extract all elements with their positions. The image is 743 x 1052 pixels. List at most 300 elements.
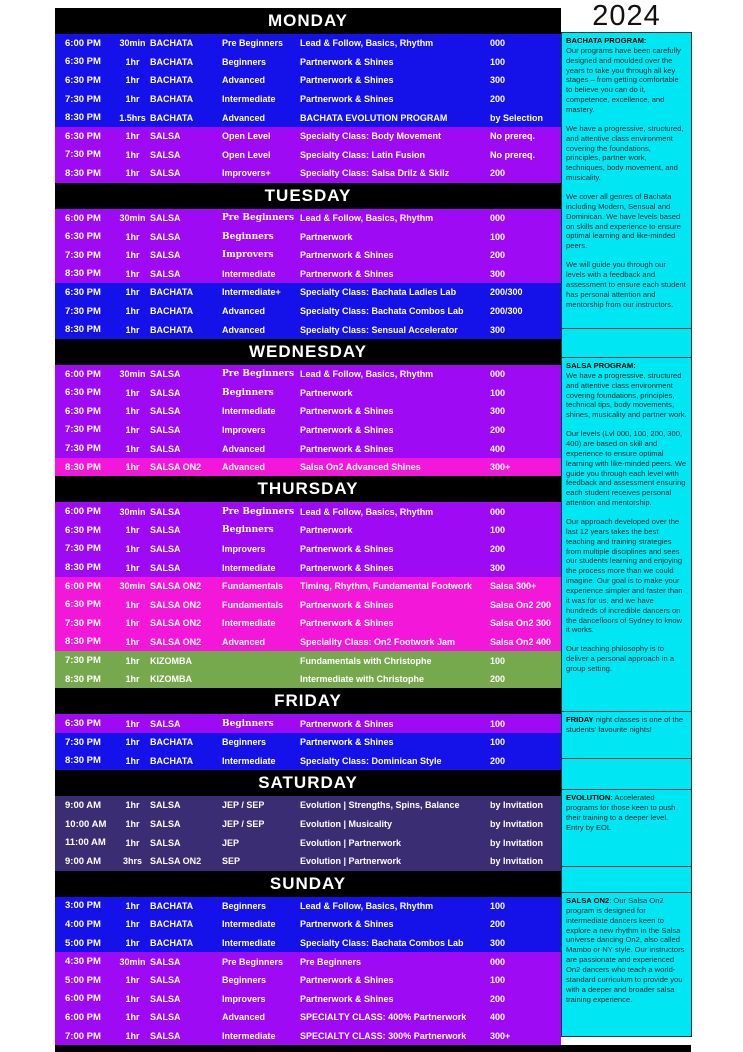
- panel-text: night classes is one of the students' favourite nights!: [566, 715, 684, 734]
- class-description: BACHATA EVOLUTION PROGRAM: [300, 112, 448, 123]
- class-time: 8:30 PM: [65, 755, 101, 767]
- class-style: SALSA: [150, 168, 181, 179]
- class-duration: 1hr: [125, 755, 140, 766]
- class-style: SALSA: [150, 213, 181, 224]
- class-time: 5:00 PM: [65, 974, 101, 986]
- year-label: 2024: [592, 0, 661, 32]
- class-description: Partnerwork & Shines: [300, 618, 394, 629]
- class-level: Improvers: [222, 250, 274, 261]
- class-time: 5:00 PM: [65, 937, 101, 949]
- class-style: SALSA: [150, 819, 181, 830]
- class-time: 6:30 PM: [65, 286, 101, 298]
- day-header-friday: FRIDAY: [55, 688, 561, 714]
- class-row: [55, 915, 561, 934]
- class-duration: 3hrs: [122, 856, 142, 867]
- class-code: 000: [490, 956, 506, 967]
- class-level: Advanced: [222, 306, 266, 317]
- class-level: Fundamentals: [222, 599, 284, 610]
- class-description: Specialty Class: Bachata Ladies Lab: [300, 287, 457, 298]
- class-style: SALSA ON2: [150, 462, 202, 473]
- class-style: SALSA: [150, 506, 181, 517]
- class-time: 7:30 PM: [65, 93, 101, 105]
- panel-paragraph: Our teaching philosophy is to deliver a personal approach in a group setting.: [566, 644, 675, 674]
- class-level: Advanced: [222, 462, 266, 473]
- class-row: [55, 990, 561, 1009]
- class-style: BACHATA: [150, 112, 194, 123]
- class-duration: 1hr: [125, 938, 140, 949]
- panel-paragraph: Our levels (Lvl 000, 100, 200, 300, 400) are based on skill and experience to ensure optimal learning with like-minded peers. We guide you through each level with feedback and assessment ensuring each student receives personal attention and mentorship.: [566, 429, 687, 508]
- class-row: [55, 265, 561, 284]
- class-code: by Invitation: [490, 837, 544, 848]
- class-level: Advanced: [222, 636, 266, 647]
- class-style: BACHATA: [150, 755, 194, 766]
- class-level: Improvers: [222, 424, 266, 435]
- class-style: SALSA: [150, 250, 181, 261]
- class-level: Intermediate: [222, 618, 276, 629]
- class-code: 200/300: [490, 287, 523, 298]
- day-header-tuesday: TUESDAY: [55, 183, 561, 209]
- class-level: Beginners: [222, 56, 267, 67]
- class-code: 300+: [490, 462, 511, 473]
- class-row: [55, 852, 561, 871]
- class-description: Partnerwork & Shines: [300, 562, 394, 573]
- class-row: [55, 34, 561, 53]
- class-style: SALSA: [150, 543, 181, 554]
- class-code: Salsa 300+: [490, 581, 537, 592]
- class-description: Specialty Class: Salsa Drilz & Skilz: [300, 168, 450, 179]
- class-time: 9:00 AM: [65, 799, 102, 811]
- class-time: 6:00 PM: [65, 506, 101, 518]
- class-code: 300+: [490, 1031, 511, 1042]
- class-code: 400: [490, 1012, 506, 1023]
- class-description: Partnerwork & Shines: [300, 975, 394, 986]
- class-duration: 1hr: [125, 1012, 140, 1023]
- class-row: [55, 833, 561, 852]
- panel-lead: FRIDAY: [566, 715, 594, 724]
- class-row: [55, 458, 561, 477]
- class-style: SALSA: [150, 837, 181, 848]
- class-code: 300: [490, 268, 506, 279]
- class-time: 8:30 PM: [65, 562, 101, 574]
- class-level: Improvers: [222, 543, 266, 554]
- class-style: SALSA: [150, 956, 181, 967]
- class-row: [55, 521, 561, 540]
- class-style: SALSA: [150, 1012, 181, 1023]
- class-description: Evolution | Partnerwork: [300, 837, 402, 848]
- class-row: [55, 320, 561, 339]
- class-row: [55, 595, 561, 614]
- class-style: KIZOMBA: [150, 674, 192, 685]
- class-level: Beginners: [222, 231, 274, 242]
- class-style: BACHATA: [150, 306, 194, 317]
- class-row: [55, 209, 561, 228]
- class-code: 000: [490, 38, 506, 49]
- class-style: BACHATA: [150, 900, 194, 911]
- class-time: 6:00 PM: [65, 37, 101, 49]
- class-duration: 1hr: [125, 562, 140, 573]
- class-duration: 1hr: [125, 975, 140, 986]
- class-level: Pre Beginners: [222, 506, 295, 517]
- class-description: Evolution | Strengths, Spins, Balance: [300, 800, 460, 811]
- class-duration: 30min: [119, 956, 146, 967]
- panel-spacer: [561, 328, 692, 358]
- class-description: Specialty Class: Sensual Accelerator: [300, 324, 458, 335]
- class-level: Advanced: [222, 443, 266, 454]
- panel-paragraph: We will guide you through our levels with a feedback and assessment to ensure each student has personal attention and mentorship from our instructors.: [566, 260, 686, 309]
- class-code: by Invitation: [490, 819, 544, 830]
- class-row: [55, 934, 561, 953]
- class-time: 6:30 PM: [65, 524, 101, 536]
- class-code: 200: [490, 993, 506, 1004]
- class-duration: 1hr: [125, 737, 140, 748]
- class-code: 100: [490, 718, 506, 729]
- class-time: 8:30 PM: [65, 112, 101, 124]
- class-description: Partnerwork & Shines: [300, 993, 394, 1004]
- class-time: 8:30 PM: [65, 167, 101, 179]
- panel-paragraph: [566, 896, 687, 1004]
- class-code: 400: [490, 443, 506, 454]
- panel-lead: SALSA ON2: [566, 896, 610, 905]
- class-code: Salsa On2 400: [490, 636, 552, 647]
- class-code: 100: [490, 737, 506, 748]
- class-description: Salsa On2 Advanced Shines: [300, 462, 421, 473]
- class-time: 10:00 AM: [65, 818, 107, 830]
- class-duration: 1hr: [125, 287, 140, 298]
- class-level: Intermediate: [222, 755, 276, 766]
- class-duration: 1hr: [125, 718, 140, 729]
- class-style: SALSA: [150, 975, 181, 986]
- day-header-sunday: SUNDAY: [55, 871, 561, 897]
- class-time: 8:30 PM: [65, 324, 101, 336]
- class-description: SPECIALTY CLASS: 400% Partnerwork: [300, 1012, 467, 1023]
- class-duration: 1hr: [125, 149, 140, 160]
- class-code: 100: [490, 655, 506, 666]
- class-level: Intermediate: [222, 938, 276, 949]
- class-duration: 1hr: [125, 462, 140, 473]
- class-row: [55, 897, 561, 916]
- class-style: SALSA: [150, 525, 181, 536]
- class-description: Speciality Class: On2 Footwork Jam: [300, 636, 456, 647]
- class-level: SEP: [222, 856, 241, 867]
- class-level: Advanced: [222, 112, 266, 123]
- panel-paragraph: Our programs have been carefully designed and moulded over the years to take you through all key stages – from getting comfortable to believe you can do it, competence, excellence, and mastery.: [566, 45, 681, 115]
- class-time: 11:00 AM: [65, 837, 106, 849]
- class-style: SALSA: [150, 562, 181, 573]
- class-description: Partnerwork & Shines: [300, 406, 394, 417]
- class-duration: 1hr: [125, 324, 140, 335]
- class-level: Beginners: [222, 737, 267, 748]
- class-duration: 30min: [119, 506, 146, 517]
- class-style: SALSA: [150, 1031, 181, 1042]
- class-level: Beginners: [222, 975, 267, 986]
- class-level: Fundamentals: [222, 581, 284, 592]
- class-row: [55, 283, 561, 302]
- class-code: by Invitation: [490, 800, 544, 811]
- class-row: [55, 540, 561, 559]
- class-style: KIZOMBA: [150, 655, 192, 666]
- class-time: 6:00 PM: [65, 212, 101, 224]
- class-style: SALSA ON2: [150, 636, 202, 647]
- class-row: [55, 421, 561, 440]
- class-time: 6:30 PM: [65, 56, 101, 68]
- class-time: 6:30 PM: [65, 718, 101, 730]
- class-code: 100: [490, 387, 506, 398]
- class-time: 6:30 PM: [65, 231, 101, 243]
- class-description: Partnerwork: [300, 231, 353, 242]
- info-column: [561, 0, 692, 1037]
- class-style: SALSA: [150, 369, 181, 380]
- class-code: 300: [490, 562, 506, 573]
- class-duration: 1hr: [125, 655, 140, 666]
- class-description: Partnerwork & Shines: [300, 737, 394, 748]
- class-duration: 1.5hrs: [119, 112, 146, 123]
- class-style: BACHATA: [150, 737, 194, 748]
- class-time: 7:30 PM: [65, 655, 101, 667]
- class-row: [55, 815, 561, 834]
- class-row: [55, 558, 561, 577]
- class-description: Partnerwork & Shines: [300, 75, 394, 86]
- class-style: SALSA ON2: [150, 618, 202, 629]
- class-description: Partnerwork & Shines: [300, 94, 394, 105]
- class-time: 3:00 PM: [65, 900, 101, 912]
- class-time: 4:30 PM: [65, 956, 101, 968]
- panel-salsa-on2-note: [561, 892, 692, 1037]
- class-code: 100: [490, 56, 506, 67]
- class-time: 8:30 PM: [65, 636, 101, 648]
- class-code: 200: [490, 755, 506, 766]
- class-style: SALSA ON2: [150, 581, 202, 592]
- class-row: [55, 614, 561, 633]
- class-time: 6:30 PM: [65, 74, 101, 86]
- class-level: Intermediate: [222, 1031, 276, 1042]
- class-code: Salsa On2 300: [490, 618, 552, 629]
- class-code: 000: [490, 369, 506, 380]
- class-style: BACHATA: [150, 938, 194, 949]
- panel-paragraph: We have a progressive, structured, and attentive class environment covering the foundations, principles, partner work, techniques, body movement, and musicality.: [566, 123, 684, 183]
- class-time: 7:30 PM: [65, 543, 101, 555]
- class-time: 7:30 PM: [65, 424, 101, 436]
- class-description: Lead & Follow, Basics, Rhythm: [300, 213, 434, 224]
- class-description: Partnerwork & Shines: [300, 919, 394, 930]
- class-code: 200: [490, 94, 506, 105]
- class-level: Beginners: [222, 900, 267, 911]
- class-time: 8:30 PM: [65, 461, 101, 473]
- class-style: SALSA: [150, 443, 181, 454]
- class-row: [55, 670, 561, 689]
- class-description: Lead & Follow, Basics, Rhythm: [300, 369, 434, 380]
- panel-paragraph: We cover all genres of Bachata including Modern, Sensual and Dominican. We have levels based on skills and experience to ensure optimal learning and like-minded peers.: [566, 192, 681, 251]
- class-duration: 1hr: [125, 231, 140, 242]
- class-time: 8:30 PM: [65, 268, 101, 280]
- class-time: 4:00 PM: [65, 918, 101, 930]
- class-style: SALSA: [150, 268, 181, 279]
- class-description: Specialty Class: Bachata Combos Lab: [300, 306, 464, 317]
- class-style: SALSA ON2: [150, 856, 202, 867]
- class-description: Timing, Rhythm, Fundamental Footwork: [300, 581, 472, 592]
- class-description: Fundamentals with Christophe: [300, 655, 432, 666]
- class-duration: 1hr: [125, 993, 140, 1004]
- class-row: [55, 302, 561, 321]
- class-duration: 1hr: [125, 306, 140, 317]
- class-duration: 1hr: [125, 800, 140, 811]
- class-level: Intermediate: [222, 94, 276, 105]
- class-description: Partnerwork & Shines: [300, 424, 394, 435]
- class-description: Specialty Class: Body Movement: [300, 131, 442, 142]
- class-level: Intermediate: [222, 919, 276, 930]
- class-style: BACHATA: [150, 38, 194, 49]
- class-level: JEP: [222, 837, 240, 848]
- panel-friday-note: [561, 711, 692, 759]
- panel-title: BACHATA PROGRAM:: [566, 36, 647, 45]
- class-description: SPECIALTY CLASS: 300% Partnerwork: [300, 1031, 467, 1042]
- panel-paragraph: We have a progressive, structured and attentive class environment covering foundations, principles, technical tips, body movements, shines, musicality and partner work.: [566, 370, 687, 420]
- panel-paragraph: [566, 793, 687, 832]
- class-row: [55, 164, 561, 183]
- class-duration: 1hr: [125, 424, 140, 435]
- class-row: [55, 384, 561, 403]
- class-row: [55, 633, 561, 652]
- class-code: 100: [490, 900, 506, 911]
- class-duration: 1hr: [125, 75, 140, 86]
- class-row: [55, 651, 561, 670]
- class-description: Specialty Class: Dominican Style: [300, 755, 442, 766]
- class-code: 000: [490, 506, 506, 517]
- class-duration: 1hr: [125, 525, 140, 536]
- panel-paragraph: [566, 715, 687, 735]
- class-time: 6:00 PM: [65, 993, 101, 1005]
- class-level: Pre Beginners: [222, 213, 295, 224]
- class-description: Partnerwork & Shines: [300, 718, 394, 729]
- class-time: 7:30 PM: [65, 736, 101, 748]
- class-level: JEP / SEP: [222, 800, 265, 811]
- class-description: Evolution | Partnerwork: [300, 856, 402, 867]
- class-duration: 1hr: [125, 618, 140, 629]
- class-style: SALSA ON2: [150, 599, 202, 610]
- panel-spacer: [561, 758, 692, 790]
- class-duration: 1hr: [125, 674, 140, 685]
- class-style: BACHATA: [150, 94, 194, 105]
- class-row: [55, 752, 561, 771]
- class-description: Evolution | Musicality: [300, 819, 393, 830]
- class-code: 200: [490, 424, 506, 435]
- class-duration: 1hr: [125, 919, 140, 930]
- class-description: Intermediate with Christophe: [300, 674, 425, 685]
- class-level: JEP / SEP: [222, 819, 265, 830]
- class-duration: 1hr: [125, 443, 140, 454]
- class-duration: 1hr: [125, 543, 140, 554]
- class-style: BACHATA: [150, 75, 194, 86]
- class-level: Pre Beginners: [222, 38, 284, 49]
- class-code: 100: [490, 975, 506, 986]
- class-code: 300: [490, 406, 506, 417]
- class-style: SALSA: [150, 387, 181, 398]
- class-time: 6:00 PM: [65, 1011, 101, 1023]
- class-description: Specialty Class: Latin Fusion: [300, 149, 426, 160]
- schedule: [55, 8, 561, 1045]
- class-code: 300: [490, 324, 506, 335]
- class-time: 6:30 PM: [65, 405, 101, 417]
- class-duration: 30min: [119, 581, 146, 592]
- class-duration: 1hr: [125, 636, 140, 647]
- class-style: BACHATA: [150, 287, 194, 298]
- class-style: SALSA: [150, 406, 181, 417]
- panel-title: SALSA PROGRAM:: [566, 361, 636, 370]
- class-description: Partnerwork: [300, 525, 353, 536]
- class-code: by Invitation: [490, 856, 544, 867]
- class-duration: 1hr: [125, 406, 140, 417]
- class-time: 7:30 PM: [65, 443, 101, 455]
- class-duration: 1hr: [125, 837, 140, 848]
- class-style: SALSA: [150, 424, 181, 435]
- class-description: Partnerwork & Shines: [300, 543, 394, 554]
- class-row: [55, 365, 561, 384]
- class-row: [55, 714, 561, 733]
- class-row: [55, 1027, 561, 1046]
- class-time: 7:30 PM: [65, 617, 101, 629]
- class-level: Beginners: [222, 387, 274, 398]
- class-style: SALSA: [150, 131, 181, 142]
- panel-text: Accelerated programs for those keen to push their training to a deeper level. Entry by EOL: [566, 793, 676, 832]
- class-time: 6:30 PM: [65, 599, 101, 611]
- class-code: 100: [490, 525, 506, 536]
- class-duration: 1hr: [125, 131, 140, 142]
- class-row: [55, 1008, 561, 1027]
- class-description: Lead & Follow, Basics, Rhythm: [300, 38, 434, 49]
- class-code: 200: [490, 168, 506, 179]
- class-description: Partnerwork & Shines: [300, 250, 394, 261]
- class-style: SALSA: [150, 149, 181, 160]
- class-row: [55, 227, 561, 246]
- class-style: BACHATA: [150, 56, 194, 67]
- class-code: No prereq.: [490, 131, 536, 142]
- class-level: Open Level: [222, 131, 271, 142]
- class-row: [55, 146, 561, 165]
- class-description: Lead & Follow, Basics, Rhythm: [300, 900, 434, 911]
- class-description: Partnerwork & Shines: [300, 443, 394, 454]
- class-level: Open Level: [222, 149, 271, 160]
- class-code: 000: [490, 213, 506, 224]
- panel-paragraph: Our approach developed over the last 12 years takes the best teaching and training strategies from multiple disciplines and sees our students learning and enjoying the process more than we could imagine. Our goal is to make your experience simpler and faster than it was for us, and we have hundreds of incredible dancers on the dancefloors of Sydney to know it works.: [566, 517, 683, 635]
- class-code: 200/300: [490, 306, 523, 317]
- class-duration: 1hr: [125, 387, 140, 398]
- class-duration: 30min: [119, 213, 146, 224]
- class-style: SALSA: [150, 800, 181, 811]
- class-row: [55, 952, 561, 971]
- class-description: Partnerwork & Shines: [300, 268, 394, 279]
- class-code: 300: [490, 938, 506, 949]
- class-row: [55, 71, 561, 90]
- class-description: Partnerwork & Shines: [300, 56, 394, 67]
- panel-evolution-note: [561, 789, 692, 867]
- class-time: 8:30 PM: [65, 673, 101, 685]
- class-row: [55, 439, 561, 458]
- class-duration: 1hr: [125, 599, 140, 610]
- class-duration: 1hr: [125, 56, 140, 67]
- class-level: Intermediate: [222, 268, 276, 279]
- class-level: Advanced: [222, 75, 266, 86]
- class-style: SALSA: [150, 718, 181, 729]
- day-header-monday: MONDAY: [55, 8, 561, 34]
- class-level: Advanced: [222, 1012, 266, 1023]
- class-level: Intermediate: [222, 406, 276, 417]
- class-time: 9:00 AM: [65, 855, 102, 867]
- class-level: Pre Beginners: [222, 369, 295, 380]
- class-description: Pre Beginners: [300, 956, 362, 967]
- class-description: Partnerwork: [300, 387, 353, 398]
- class-level: Intermediate+: [222, 287, 281, 298]
- class-row: [55, 502, 561, 521]
- class-duration: 1hr: [125, 168, 140, 179]
